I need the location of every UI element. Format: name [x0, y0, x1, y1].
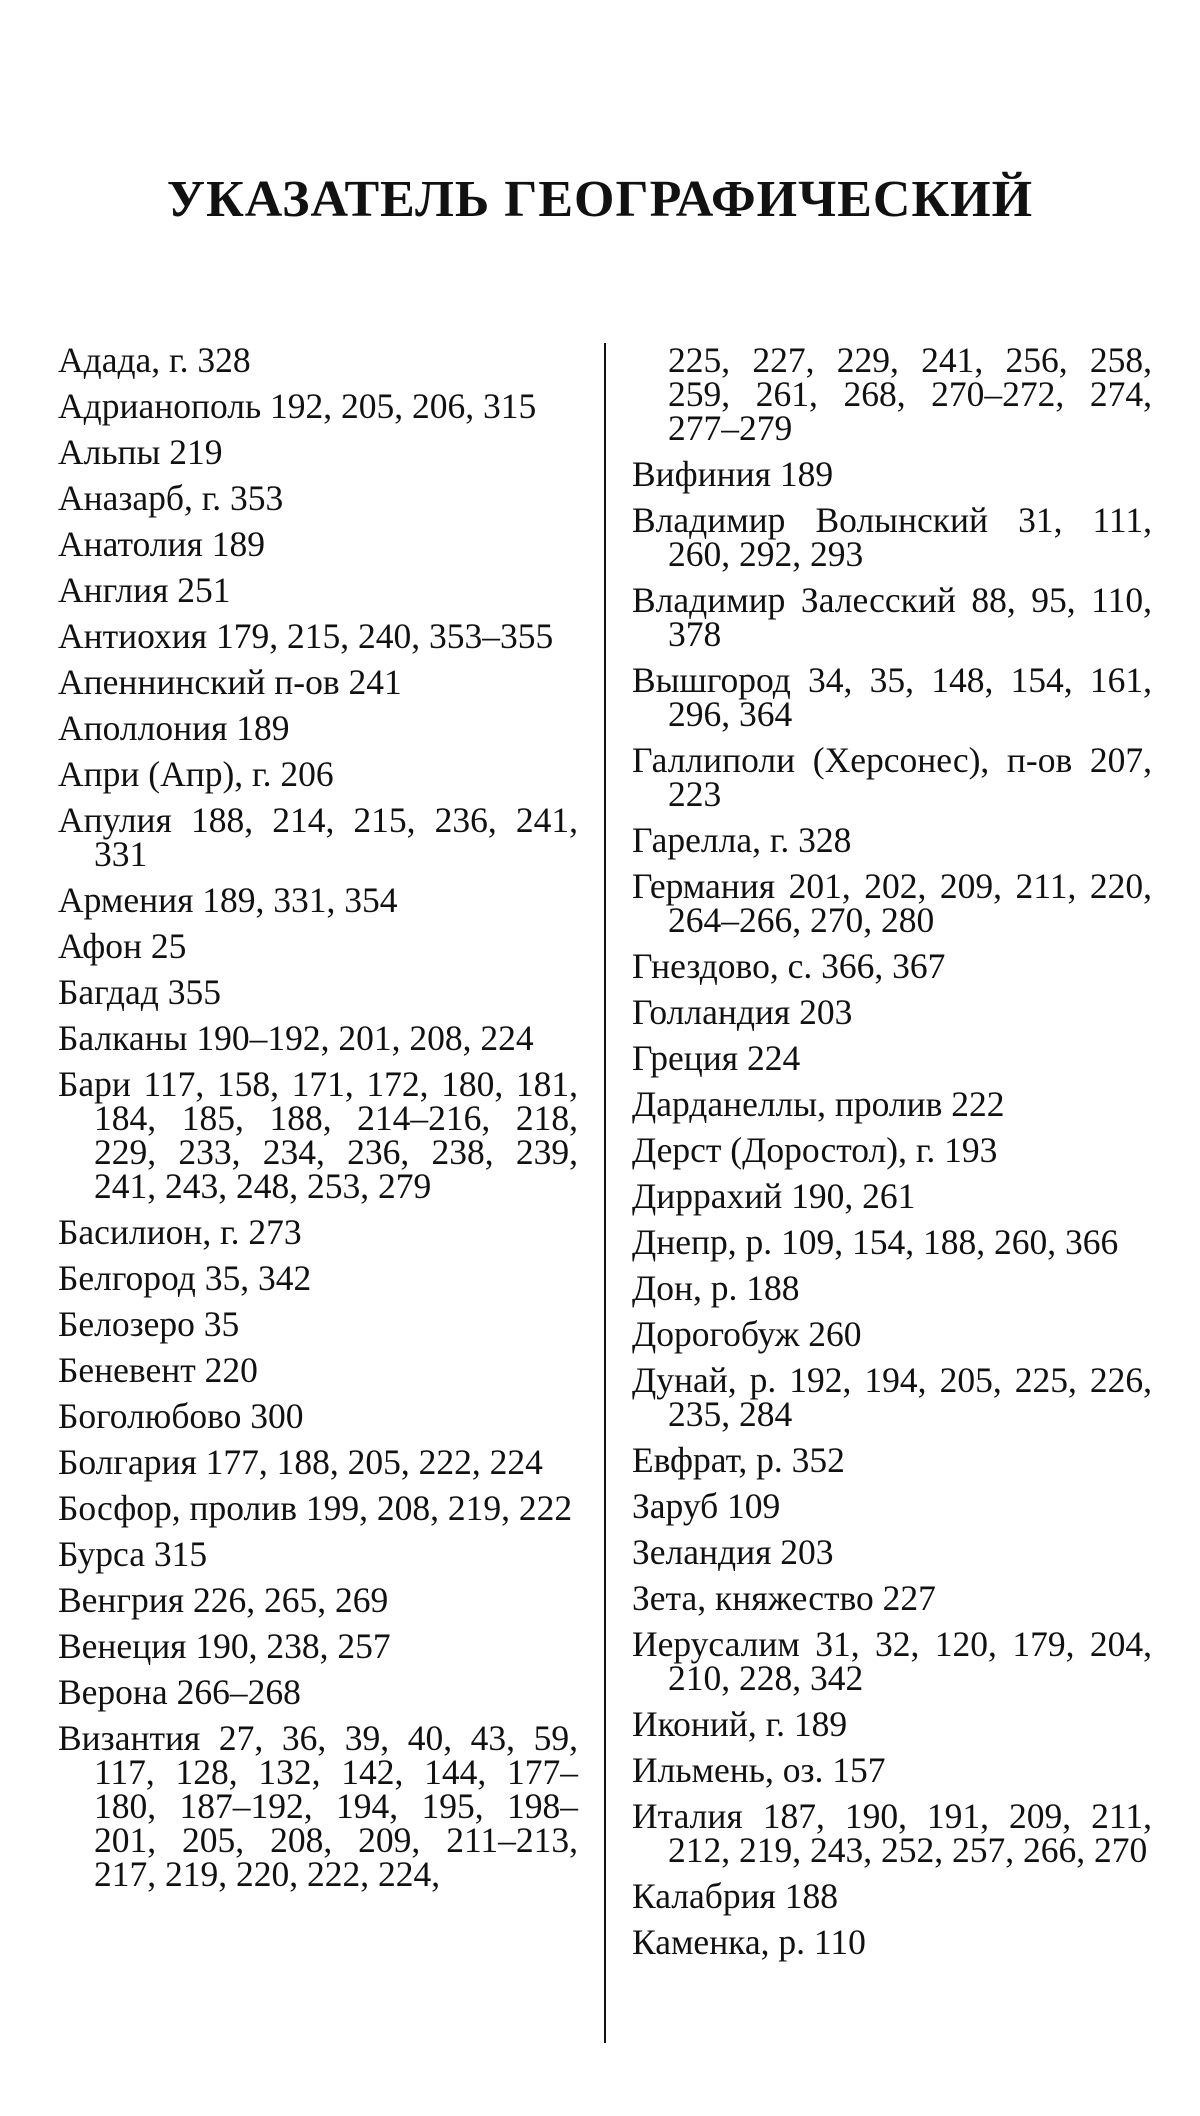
- index-column-left: [58, 340, 578, 1903]
- index-entry: Дерст (Доростол), г. 193: [632, 1130, 998, 1170]
- index-entry: Ильмень, оз. 157: [632, 1750, 886, 1790]
- index-entry: Дон, р. 188: [632, 1268, 800, 1308]
- index-column-right: [632, 340, 1152, 1971]
- index-entry: Беневент 220: [58, 1350, 258, 1390]
- index-entry: Дорогобуж 260: [632, 1314, 862, 1354]
- index-entry: Багдад 355: [58, 972, 221, 1012]
- index-entry: Вифиния 189: [632, 454, 834, 494]
- index-entry: Армения 189, 331, 354: [58, 880, 398, 920]
- index-entry: Германия 201, 202, 209, 211, 220, 264–266, 270, 280: [632, 866, 1152, 940]
- index-entry: Аполлония 189: [58, 708, 290, 748]
- index-entry: Иерусалим 31, 32, 120, 179, 204, 210, 228, 342: [632, 1624, 1152, 1698]
- index-entry: Балканы 190–192, 201, 208, 224: [58, 1018, 534, 1058]
- index-entry: Голландия 203: [632, 992, 853, 1032]
- index-entry: Бурса 315: [58, 1534, 208, 1574]
- index-entry: Диррахий 190, 261: [632, 1176, 916, 1216]
- index-entry: Гарелла, г. 328: [632, 820, 852, 860]
- index-entry: Бари 117, 158, 171, 172, 180, 181, 184, 185, 188, 214–216, 218, 229, 233, 234, 236, 238, 239, 241, 243, 248, 253, 279: [58, 1064, 578, 1206]
- index-entry: Белозеро 35: [58, 1304, 240, 1344]
- index-entry: Греция 224: [632, 1038, 801, 1078]
- index-entry: Византия 27, 36, 39, 40, 43, 59, 117, 128, 132, 142, 144, 177–180, 187–192, 194, 195, 198–201, 205, 208, 209, 211–213, 217, 219, 220, 222, 224,: [58, 1718, 578, 1894]
- index-entry: Апри (Апр), г. 206: [58, 754, 334, 794]
- index-entry: Калабрия 188: [632, 1876, 839, 1916]
- index-entry: Аназарб, г. 353: [58, 478, 284, 518]
- index-entry: Адада, г. 328: [58, 340, 251, 380]
- index-entry: Белгород 35, 342: [58, 1258, 312, 1298]
- index-entry: Каменка, р. 110: [632, 1922, 866, 1962]
- index-entry: Боголюбово 300: [58, 1396, 304, 1436]
- index-entry: Зеландия 203: [632, 1532, 834, 1572]
- index-entry: Дарданеллы, пролив 222: [632, 1084, 1005, 1124]
- index-entry: Днепр, р. 109, 154, 188, 260, 366: [632, 1222, 1119, 1262]
- index-entry: Италия 187, 190, 191, 209, 211, 212, 219, 243, 252, 257, 266, 270: [632, 1796, 1152, 1870]
- index-entry: Дунай, р. 192, 194, 205, 225, 226, 235, 284: [632, 1360, 1152, 1434]
- index-entry: Анатолия 189: [58, 524, 265, 564]
- index-entry-continuation: 225, 227, 229, 241, 256, 258, 259, 261, 268, 270–272, 274, 277–279: [668, 340, 1152, 448]
- index-entry: Босфор, пролив 199, 208, 219, 222: [58, 1488, 573, 1528]
- index-entry: Апулия 188, 214, 215, 236, 241, 331: [58, 800, 578, 874]
- index-entry: Галлиполи (Херсонес), п-ов 207, 223: [632, 740, 1152, 814]
- index-entry: Афон 25: [58, 926, 187, 966]
- index-entry: Венеция 190, 238, 257: [58, 1626, 391, 1666]
- index-entry: Венгрия 226, 265, 269: [58, 1580, 389, 1620]
- page-title: УКАЗАТЕЛЬ ГЕОГРАФИЧЕСКИЙ: [166, 171, 1034, 228]
- index-entry: Верона 266–268: [58, 1672, 301, 1712]
- index-entry: Зета, княжество 227: [632, 1578, 936, 1618]
- index-entry: Антиохия 179, 215, 240, 353–355: [58, 616, 554, 656]
- index-entry: Альпы 219: [58, 432, 223, 472]
- index-entry: Заруб 109: [632, 1486, 781, 1526]
- column-divider: [604, 343, 606, 2043]
- index-entry: Иконий, г. 189: [632, 1704, 848, 1744]
- index-entry: Басилион, г. 273: [58, 1212, 302, 1252]
- index-entry: Болгария 177, 188, 205, 222, 224: [58, 1442, 543, 1482]
- index-entry: Евфрат, р. 352: [632, 1440, 845, 1480]
- index-entry: Владимир Залесский 88, 95, 110, 378: [632, 580, 1152, 654]
- index-entry: Гнездово, с. 366, 367: [632, 946, 946, 986]
- index-entry: Владимир Волынский 31, 111, 260, 292, 293: [632, 500, 1152, 574]
- index-entry: Вышгород 34, 35, 148, 154, 161, 296, 364: [632, 660, 1152, 734]
- index-entry: Апеннинский п-ов 241: [58, 662, 402, 702]
- index-entry: Адрианополь 192, 205, 206, 315: [58, 386, 537, 426]
- index-entry: Англия 251: [58, 570, 231, 610]
